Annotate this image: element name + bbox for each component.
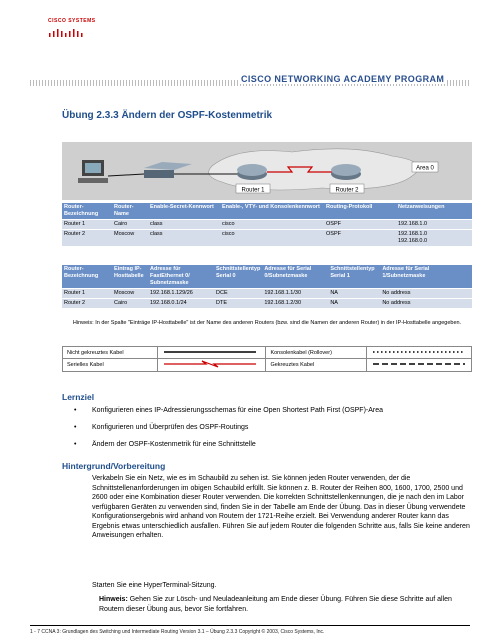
area-label: Area 0 [416, 165, 434, 172]
table-row [62, 299, 472, 309]
hint-text: Gehen Sie zur Lösch- und Neuladeanleitung am Ende dieser Übung. Führen Sie diese Schritte auf allen Routern dieser Übung aus, bevor Sie fortfahren. [99, 596, 452, 613]
header-cell: Router-Bezeichnung [62, 265, 112, 289]
table-row [62, 230, 472, 247]
table-row [62, 289, 472, 299]
pc-icon [78, 160, 108, 183]
router-1-label: Router 1 [241, 187, 265, 194]
cell: NA [328, 299, 380, 309]
header-cell: Schnittstellentyp Serial 1 [328, 265, 380, 289]
header-cell: Router-Bezeichnung [62, 203, 112, 220]
legend-label-console: Konsolenkabel (Rollover) [266, 347, 367, 359]
header-cell: Schnittstellentyp Serial 0 [214, 265, 262, 289]
cell: OSPF [324, 230, 396, 247]
hint-paragraph [99, 595, 477, 614]
cell: Router 1 [62, 220, 112, 230]
header-cell: Adresse für Serial 0/Subnetzmaske [262, 265, 328, 289]
cell: cisco [220, 220, 324, 230]
serial-cable-icon [157, 359, 265, 372]
cell: Moscow [112, 289, 148, 299]
legend-label-serial: Serielles Kabel [63, 359, 158, 372]
page-title: Übung 2.3.3 Ändern der OSPF-Kostenmetrik [62, 110, 273, 121]
hintergrund-heading: Hintergrund/Vorbereitung [62, 461, 166, 471]
cell: Cairo [112, 299, 148, 309]
cell: 192.168.1.0 192.168.0.0 [396, 230, 472, 247]
header-cell: Router-Name [112, 203, 148, 220]
hintergrund-paragraph: Verkabeln Sie ein Netz, wie es im Schaubild zu sehen ist. Sie können jeden Router verwenden, der die Schnittstellenanforderungen im obigen Schaubild erfüllt. Sie können z. B. Router der Reihen 800, 1600, 1700, 2500 und 2600 oder eine Kombination dieser Router verwenden. Die korrekten Schnittstellenkennungen, die je nach den im Labor verfügbaren Geräten zu verwenden sind, finden Sie in der Tabelle am Ende der Übung. Das in dieser Übung verwendete Konfigurationsergebnis wird anhand von Routern der 1721-Reihe erzielt. Bei Verwendung anderer Router kann das Ergebnis etwas unterschiedlich ausfallen. Führen Sie auf jedem Router die folgenden Schritte aus, falls Sie keine anderen Anweisungen erhalten. [92, 475, 470, 539]
cell: NA [328, 289, 380, 299]
cell: 192.168.1.1/30 [262, 289, 328, 299]
table-row [62, 220, 472, 230]
legend-label-straight: Nicht gekreuztes Kabel [63, 347, 158, 359]
hint-label: Hinweis: [99, 596, 128, 603]
crossover-cable-icon [367, 359, 472, 372]
cell: Moscow [112, 230, 148, 247]
cell: Router 2 [62, 230, 112, 247]
cell: Router 1 [62, 289, 112, 299]
legend-label-crossover: Gekreuztes Kabel [266, 359, 367, 372]
lernziel-bullet: • Konfigurieren eines IP-Adressierungsschemas für eine Open Shortest Path First (OSPF)-Area [92, 407, 383, 414]
header-cell: Eintrag IP-Hosttabelle [112, 265, 148, 289]
start-instruction: Starten Sie eine HyperTerminal-Sitzung. [92, 582, 217, 589]
header-cell: Enable-Secret-Kennwort [148, 203, 220, 220]
cell: No address [380, 299, 472, 309]
cell: 192.168.1.0 [396, 220, 472, 230]
cell: DTE [214, 299, 262, 309]
cell: 192.168.1.2/30 [262, 299, 328, 309]
cable-legend [62, 346, 472, 372]
router-2-label: Router 2 [335, 187, 359, 194]
lernziel-bullet: • Ändern der OSPF-Kostenmetrik für eine Schnittstelle [92, 441, 256, 448]
straight-cable-icon [157, 347, 265, 359]
router-config-table [62, 203, 472, 246]
cell: Router 2 [62, 299, 112, 309]
interface-address-table [62, 265, 472, 308]
cell: cisco [220, 230, 324, 247]
cell: class [148, 230, 220, 247]
cell: 192.168.1.129/26 [148, 289, 214, 299]
lernziel-bullet: • Konfigurieren und Überprüfen des OSPF-Routings [92, 424, 248, 431]
router-2-icon [331, 164, 361, 180]
cell: DCE [214, 289, 262, 299]
cell: 192.168.0.1/24 [148, 299, 214, 309]
network-topology-diagram [62, 142, 472, 200]
router-1-icon [237, 164, 267, 180]
header-cell: Routing-Protokoll [324, 203, 396, 220]
page-footer: 1 - 7 CCNA 3: Grundlagen des Switching und Intermediate Routing Version 3.1 – Übung 2.3.3 Copyright © 2003, Cisco Systems, Inc. [30, 629, 325, 635]
table-note: Hinweis: In der Spalte "Einträge IP-Hosttabelle" ist der Name des anderen Routers (bzw. sind die Namen der anderen Router) in der IP-Hosttabelle angegeben. [72, 320, 462, 326]
cell: class [148, 220, 220, 230]
console-cable-icon [367, 347, 472, 359]
header-cell: Adresse für Serial 1/Subnetzmaske [380, 265, 472, 289]
cell: Cairo [112, 220, 148, 230]
cell: OSPF [324, 220, 396, 230]
header-cell: Netzanweisungen [396, 203, 472, 220]
footer-divider [30, 625, 470, 626]
header-cell: Adresse für FastEthernet 0/ Subnetzmaske [148, 265, 214, 289]
header-cell: Enable-, VTY- und Konsolenkennwort [220, 203, 324, 220]
program-title: CISCO NETWORKING ACADEMY PROGRAM [238, 74, 447, 84]
logo-text: CISCO SYSTEMS [48, 18, 96, 24]
cisco-logo-icon [48, 27, 94, 37]
cell: No address [380, 289, 472, 299]
lernziel-heading: Lernziel [62, 392, 95, 402]
